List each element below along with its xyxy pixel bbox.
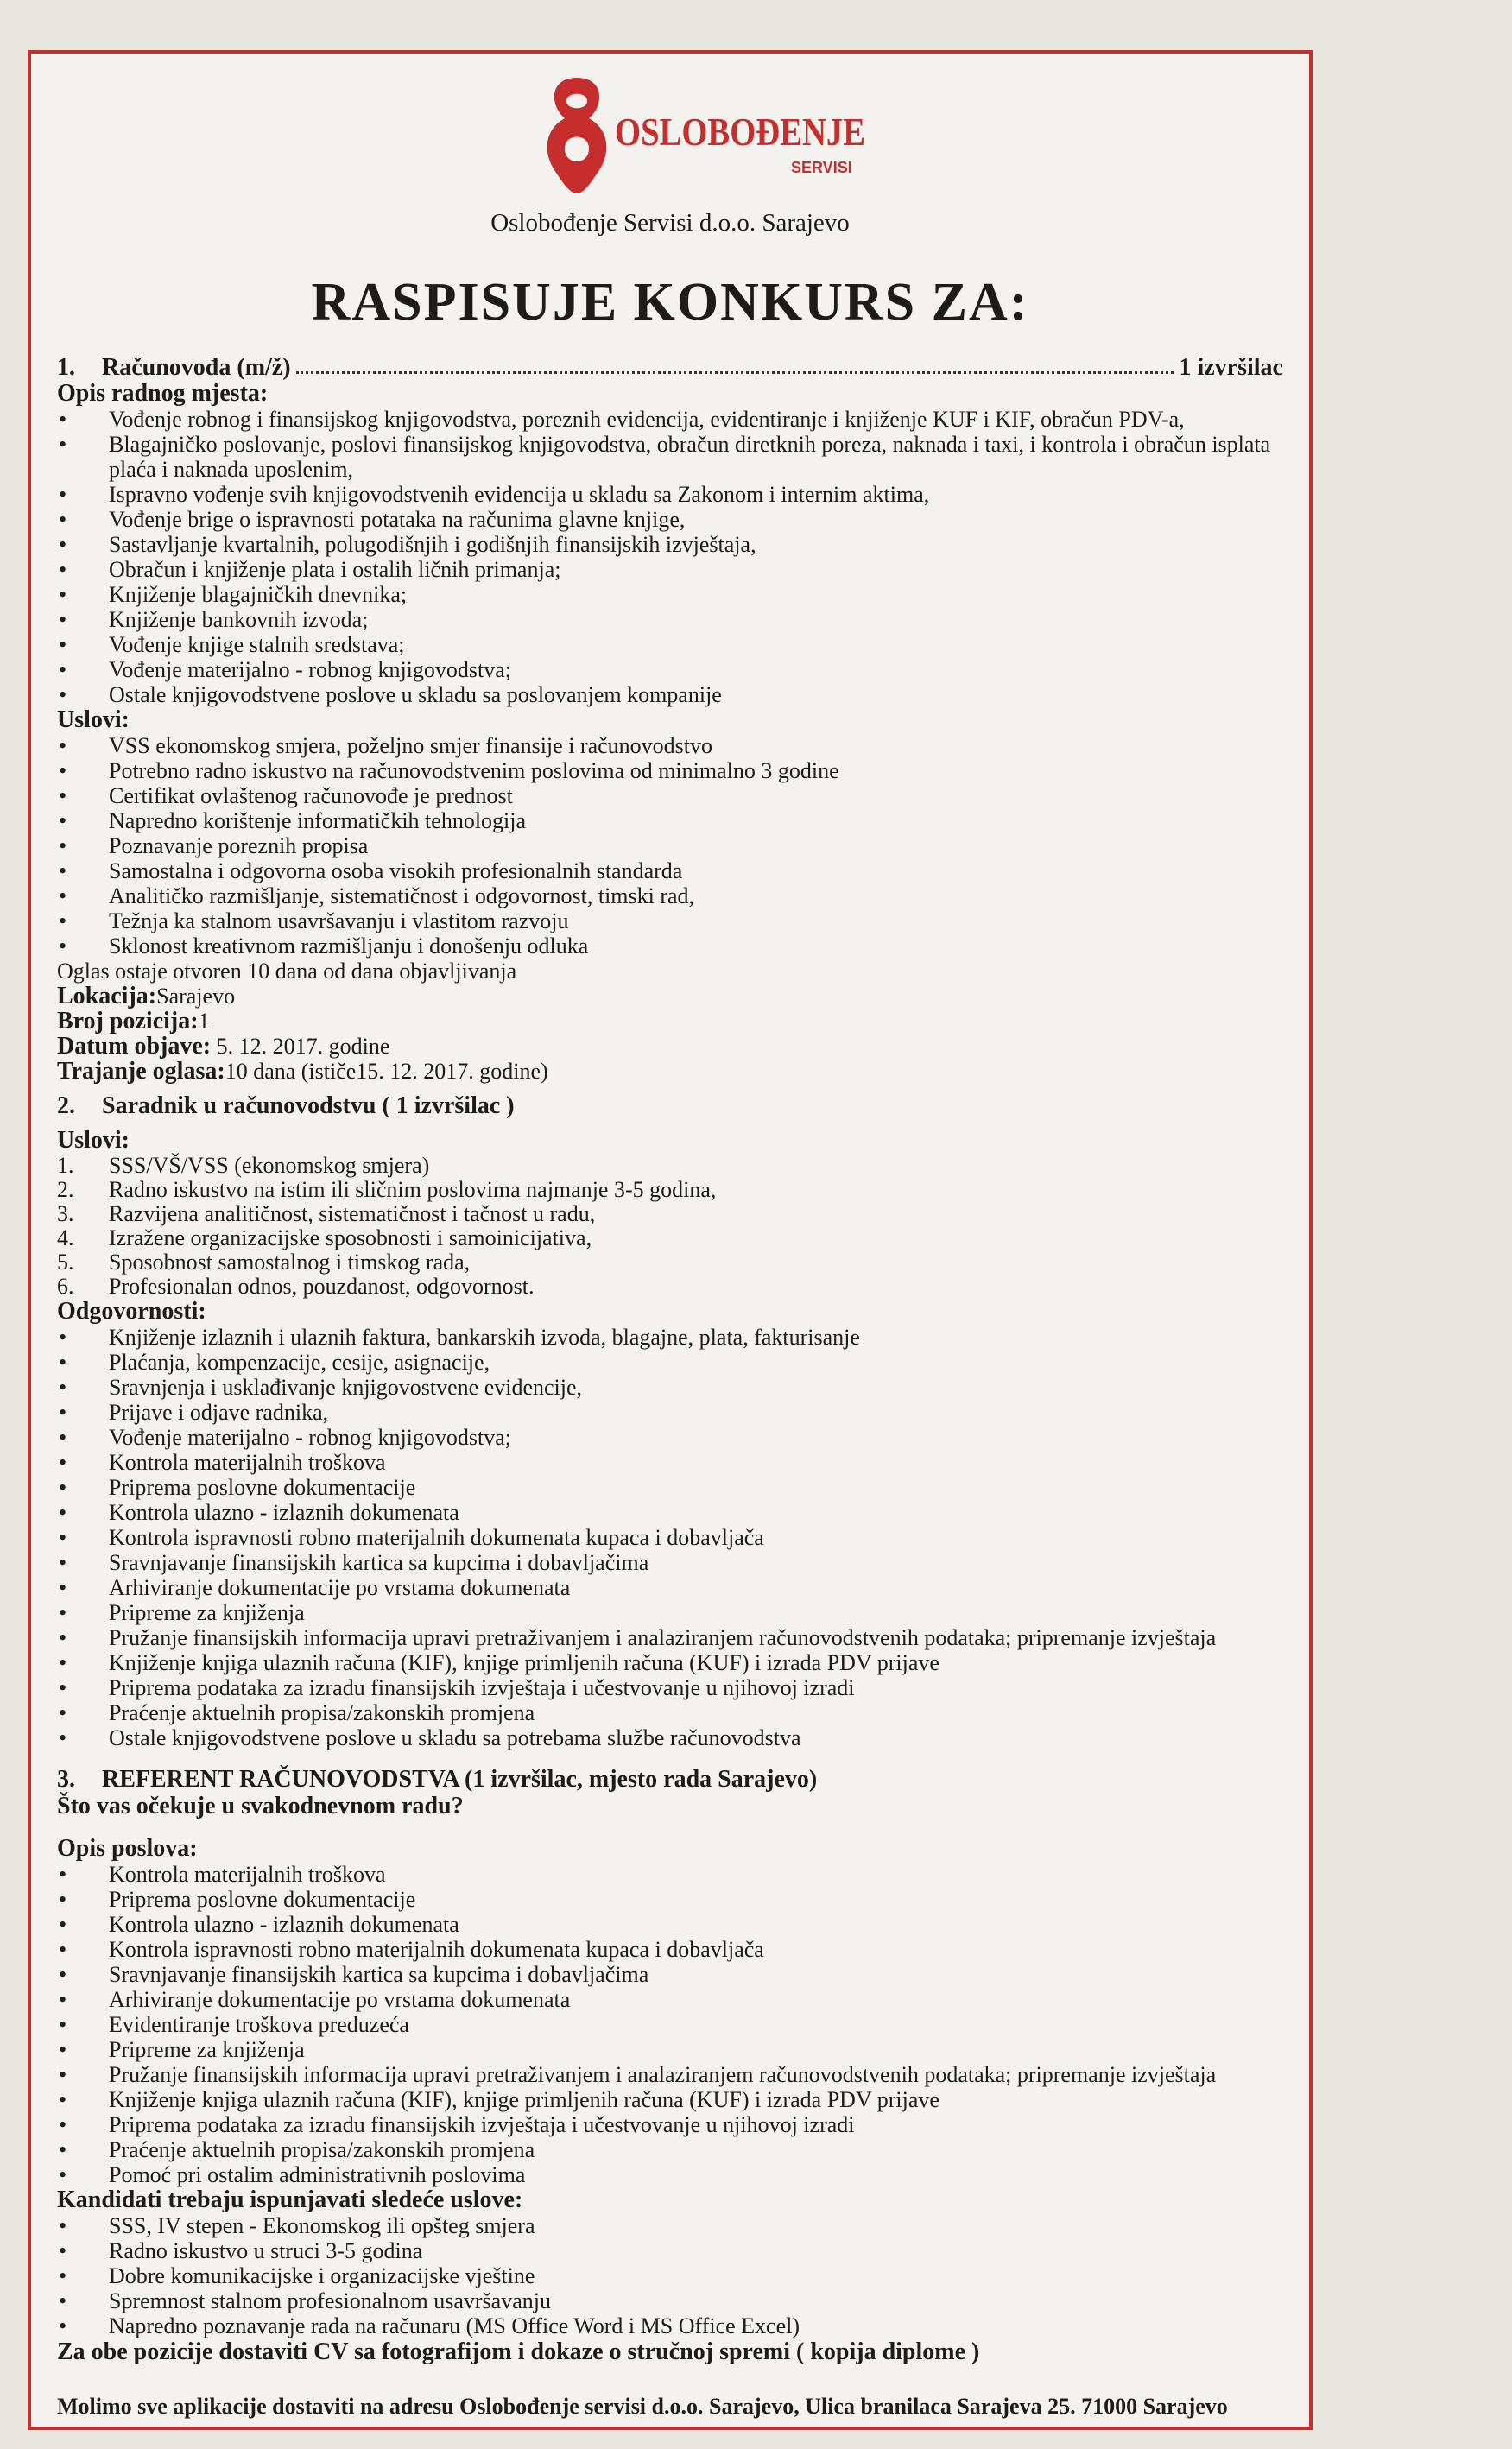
responsibility-item: • Knjiženje knjiga ulaznih računa (KIF), knjige primljenih računa (KUF) i izrada PDV prijave xyxy=(57,1650,1283,1675)
company-line: Oslobođenje Servisi d.o.o. Sarajevo xyxy=(490,209,850,237)
responsibility-item: • Kontrola ulazno - izlaznih dokumenata xyxy=(57,1500,1283,1525)
condition-index: 5. xyxy=(57,1250,74,1275)
requirement-item: • Spremnost stalnom profesionalnom usavršavanju xyxy=(57,2288,1283,2313)
section1-desc-heading: Opis radnog mjesta: xyxy=(57,380,269,407)
logo-area xyxy=(57,71,1283,200)
numbered-condition-item xyxy=(57,1275,1283,1299)
section3-title xyxy=(57,1766,1283,1793)
section2-position: Saradnik u računovodstvu ( 1 izvršilac ) xyxy=(102,1092,515,1119)
duty-item: • Sastavljanje kvartalnih, polugodišnjih i godišnjih finansijskih izvještaja, xyxy=(57,532,1283,557)
ad-content xyxy=(57,71,1283,2420)
duty-item: • Knjiženje blagajničkih dnevnika; xyxy=(57,582,1283,607)
location-line xyxy=(57,984,1283,1009)
task-item: • Priprema podataka za izradu finansijskih izvještaja i učestvovanje u njihovoj izradi xyxy=(57,2112,1283,2137)
condition-item: • Sklonost kreativnom razmišljanju i donošenju odluka xyxy=(57,933,1283,959)
cv-note: Za obe pozicije dostaviti CV sa fotografijom i dokaze o stručnoj spremi ( kopija diplome ) xyxy=(57,2338,980,2365)
responsibility-item: • Praćenje aktuelnih propisa/zakonskih promjena xyxy=(57,1700,1283,1725)
duty-item: • Vođenje knjige stalnih sredstava; xyxy=(57,632,1283,657)
duration-value: 10 dana (ističe15. 12. 2017. godine) xyxy=(225,1059,548,1084)
condition-item: • VSS ekonomskog smjera, poželjno smjer finansije i računovodstvo xyxy=(57,733,1283,758)
section1-position: Računovođa (m/ž) xyxy=(102,354,291,381)
numbered-condition-item xyxy=(57,1202,1283,1226)
responsibility-item: • Pružanje finansijskih informacija upravi pretraživanjem i analaziranjem računovodstvenih podataka; pripremanje izvještaja xyxy=(57,1625,1283,1650)
requirement-item: • Napredno poznavanje rada na računaru (MS Office Word i MS Office Excel) xyxy=(57,2313,1283,2338)
positions-value: 1 xyxy=(198,1009,210,1034)
numbered-condition-item xyxy=(57,1226,1283,1250)
responsibility-item: • Kontrola materijalnih troškova xyxy=(57,1450,1283,1475)
condition-text: Profesionalan odnos, pouzdanost, odgovornost. xyxy=(109,1274,535,1299)
published-value: 5. 12. 2017. godine xyxy=(211,1034,390,1059)
section3-position: REFERENT RAČUNOVODSTVA (1 izvršilac, mjesto rada Sarajevo) xyxy=(102,1766,818,1793)
condition-text: SSS/VŠ/VSS (ekonomskog smjera) xyxy=(109,1153,430,1178)
condition-item: • Potrebno radno iskustvo na računovodstvenim poslovima od minimalno 3 godine xyxy=(57,758,1283,783)
duty-item: • Vođenje robnog i finansijskog knjigovodstva, poreznih evidencija, evidentiranje i knjiženje KUF i KIF, obračun PDV-a, xyxy=(57,407,1283,432)
section3-tasks-heading: Opis poslova: xyxy=(57,1835,198,1862)
section3-req-heading: Kandidati trebaju ispunjavati sledeće uslove: xyxy=(57,2186,523,2213)
task-item: • Knjiženje knjiga ulaznih računa (KIF), knjige primljenih računa (KUF) i izrada PDV prijave xyxy=(57,2087,1283,2112)
section3-requirements-list xyxy=(57,2213,1283,2338)
section2-cond-heading: Uslovi: xyxy=(57,1127,130,1154)
condition-text: Razvijena analitičnost, sistematičnost i tačnost u radu, xyxy=(109,1201,596,1226)
responsibility-item: • Priprema poslovne dokumentacije xyxy=(57,1475,1283,1500)
responsibility-item: • Prijave i odjave radnika, xyxy=(57,1400,1283,1425)
section3-question: Što vas očekuje u svakodnevnom radu? xyxy=(57,1793,464,1819)
responsibility-item: • Priprema podataka za izradu finansijskih izvještaja i učestvovanje u njihovoj izradi xyxy=(57,1675,1283,1700)
section2-responsibilities-list xyxy=(57,1325,1283,1750)
numbered-condition-item xyxy=(57,1178,1283,1202)
responsibility-item: • Plaćanja, kompenzacije, cesije, asignacije, xyxy=(57,1350,1283,1375)
condition-text: Sposobnost samostalnog i timskog rada, xyxy=(109,1250,471,1275)
responsibility-item: • Arhiviranje dokumentacije po vrstama dokumenata xyxy=(57,1575,1283,1600)
condition-index: 1. xyxy=(57,1153,74,1178)
job-ad-frame xyxy=(28,50,1313,2430)
condition-item: • Analitičko razmišljanje, sistematičnost i odgovornost, timski rad, xyxy=(57,883,1283,908)
task-item: • Pružanje finansijskih informacija upravi pretraživanjem i analaziranjem računovodstvenih podataka; pripremanje izvještaja xyxy=(57,2062,1283,2087)
open-note: Oglas ostaje otvoren 10 dana od dana objavljivanja xyxy=(57,959,517,984)
duty-item: • Ispravno vođenje svih knjigovodstvenih evidencija u skladu sa Zakonom i internim aktima, xyxy=(57,482,1283,507)
section1-number: 1. xyxy=(57,354,75,381)
responsibility-item: • Knjiženje izlaznih i ulaznih faktura, bankarskih izvoda, blagajne, plata, fakturisanje xyxy=(57,1325,1283,1350)
requirement-item: • Radno iskustvo u struci 3-5 godina xyxy=(57,2238,1283,2263)
task-item: • Praćenje aktuelnih propisa/zakonskih promjena xyxy=(57,2137,1283,2162)
condition-index: 3. xyxy=(57,1201,74,1226)
requirement-item: • SSS, IV stepen - Ekonomskog ili opšteg smjera xyxy=(57,2213,1283,2238)
task-item: • Kontrola ispravnosti robno materijalnih dokumenata kupaca i dobavljača xyxy=(57,1937,1283,1962)
task-item: • Pripreme za knjiženja xyxy=(57,2037,1283,2062)
condition-index: 4. xyxy=(57,1225,74,1250)
responsibility-item: • Sravnjenja i usklađivanje knjigovostvene evidencije, xyxy=(57,1375,1283,1400)
responsibility-item: • Sravnjavanje finansijskih kartica sa kupcima i dobavljačima xyxy=(57,1550,1283,1575)
oslobodjenje-logo xyxy=(532,71,877,200)
task-item: • Kontrola ulazno - izlaznih dokumenata xyxy=(57,1912,1283,1937)
duty-item: • Vođenje materijalno - robnog knjigovodstva; xyxy=(57,657,1283,682)
duration-line xyxy=(57,1059,1283,1084)
positions-line xyxy=(57,1009,1283,1034)
numbered-condition-item xyxy=(57,1154,1283,1178)
task-item: • Evidentiranje troškova preduzeća xyxy=(57,2012,1283,2037)
condition-index: 6. xyxy=(57,1274,74,1299)
svg-text:OSLOBOĐENJE: OSLOBOĐENJE xyxy=(615,110,865,154)
condition-index: 2. xyxy=(57,1177,74,1202)
section2-number: 2. xyxy=(57,1092,75,1119)
section1-count: 1 izvršilac xyxy=(1179,354,1283,381)
condition-item: • Napredno korištenje informatičkih tehnologija xyxy=(57,808,1283,833)
task-item: • Kontrola materijalnih troškova xyxy=(57,1862,1283,1887)
section1-cond-heading: Uslovi: xyxy=(57,706,130,733)
duration-label: Trajanje oglasa: xyxy=(57,1058,225,1085)
section2-resp-heading: Odgovornosti: xyxy=(57,1298,206,1325)
requirement-item: • Dobre komunikacijske i organizacijske vještine xyxy=(57,2263,1283,2288)
condition-item: • Samostalna i odgovorna osoba visokih profesionalnih standarda xyxy=(57,858,1283,883)
duty-item: • Blagajničko poslovanje, poslovi finansijskog knjigovodstva, obračun diretknih poreza, naknada i taxi, i kontrola i obračun isplata plaća i naknada uposlenim, xyxy=(57,432,1283,482)
condition-text: Izražene organizacijske sposobnosti i samoinicijativa, xyxy=(109,1225,592,1250)
published-line xyxy=(57,1034,1283,1059)
responsibility-item: • Vođenje materijalno - robnog knjigovodstva; xyxy=(57,1425,1283,1450)
condition-item: • Poznavanje poreznih propisa xyxy=(57,833,1283,858)
positions-label: Broj pozicija: xyxy=(57,1008,199,1035)
section1-duties-list xyxy=(57,407,1283,707)
headline: RASPISUJE KONKURS ZA: xyxy=(311,273,1029,332)
task-item: • Sravnjavanje finansijskih kartica sa kupcima i dobavljačima xyxy=(57,1962,1283,1987)
task-item: • Arhiviranje dokumentacije po vrstama dokumenata xyxy=(57,1987,1283,2012)
task-item: • Priprema poslovne dokumentacije xyxy=(57,1887,1283,1912)
duty-item: • Knjiženje bankovnih izvoda; xyxy=(57,607,1283,632)
responsibility-item: • Kontrola ispravnosti robno materijalnih dokumenata kupaca i dobavljača xyxy=(57,1525,1283,1550)
section2-conditions-list xyxy=(57,1154,1283,1299)
numbered-condition-item xyxy=(57,1250,1283,1275)
condition-item: • Težnja ka stalnom usavršavanju i vlastitom razvoju xyxy=(57,908,1283,933)
location-value: Sarajevo xyxy=(156,984,236,1009)
task-item: • Pomoć pri ostalim administrativnih poslovima xyxy=(57,2162,1283,2187)
published-label: Datum objave: xyxy=(57,1033,212,1060)
location-label: Lokacija: xyxy=(57,983,157,1009)
duty-item: • Vođenje brige o ispravnosti potataka na računima glavne knjige, xyxy=(57,507,1283,532)
condition-item: • Certifikat ovlaštenog računovođe je prednost xyxy=(57,783,1283,808)
section3-tasks-list xyxy=(57,1862,1283,2187)
responsibility-item: • Pripreme za knjiženja xyxy=(57,1600,1283,1625)
footer-address: Molimo sve aplikacije dostaviti na adresu Oslobođenje servisi d.o.o. Sarajevo, Ulica branilaca Sarajeva 25. 71000 Sarajevo xyxy=(57,2394,1228,2419)
duty-item: • Ostale knjigovodstvene poslove u skladu sa poslovanjem kompanije xyxy=(57,682,1283,707)
responsibility-item: • Ostale knjigovodstvene poslove u skladu sa potrebama službe računovodstva xyxy=(57,1725,1283,1750)
condition-text: Radno iskustvo na istim ili sličnim poslovima najmanje 3-5 godina, xyxy=(109,1177,717,1202)
section1-conditions-list xyxy=(57,733,1283,959)
section3-number: 3. xyxy=(57,1766,75,1793)
section1-title xyxy=(57,354,1283,381)
svg-text:SERVISI: SERVISI xyxy=(791,159,852,176)
dotted-leader xyxy=(296,354,1174,374)
duty-item: • Obračun i knjiženje plata i ostalih ličnih primanja; xyxy=(57,557,1283,582)
section2-title xyxy=(57,1092,1283,1119)
